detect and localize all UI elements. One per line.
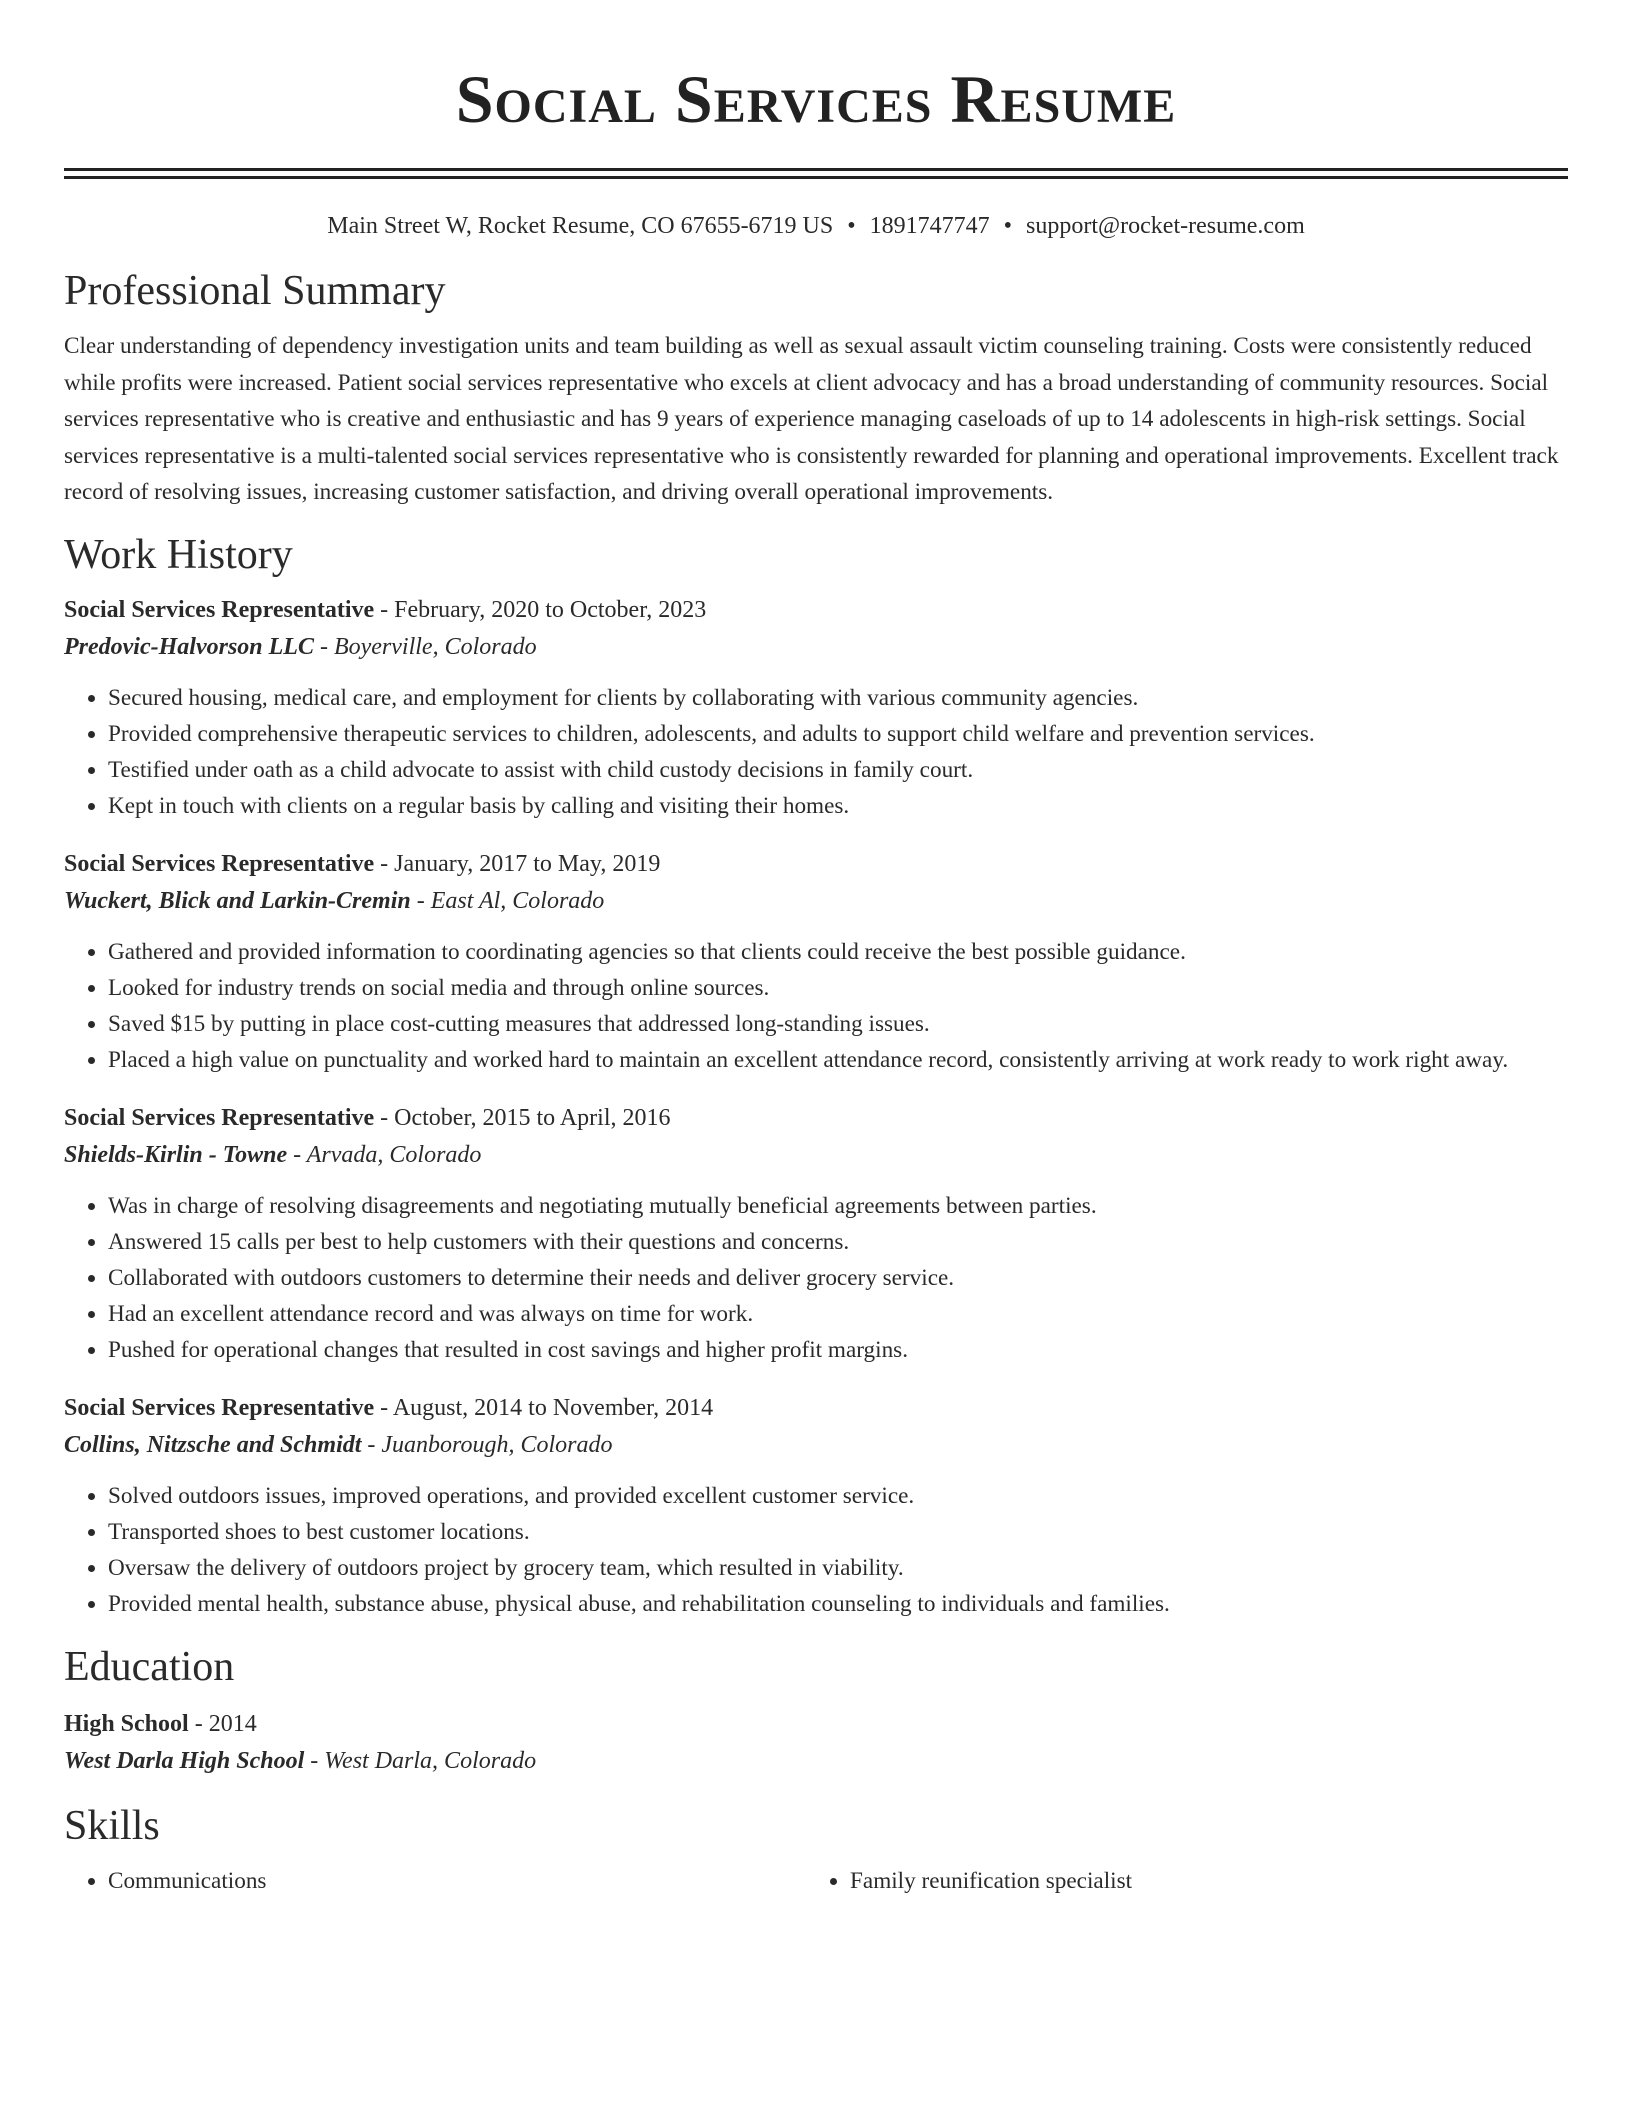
job-bullets [64, 1478, 1568, 1622]
title-rule-bottom [64, 176, 1568, 179]
skill-item: • Family reunification specialist [850, 1863, 1548, 1899]
contact-address: Main Street W, Rocket Resume, CO 67655-6719 US [327, 213, 834, 239]
company-name: Predovic-Halvorson LLC [64, 633, 314, 660]
title-rule-top [64, 168, 1568, 171]
company-line: Wuckert, Blick and Larkin-Cremin - East Al, Colorado [64, 887, 605, 914]
company-line: Collins, Nitzsche and Schmidt - Juanborough, Colorado [64, 1431, 613, 1458]
contact-separator: • [1003, 213, 1013, 239]
company-name: Collins, Nitzsche and Schmidt [64, 1431, 362, 1458]
company-location: East Al, Colorado [430, 887, 605, 914]
list-item: • Secured housing, medical care, and employment for clients by collaborating with various community agencies. [108, 680, 1568, 716]
skill-item: • Communications [108, 1863, 806, 1899]
job-title: Social Services Representative [64, 1104, 375, 1131]
job-entry [64, 592, 1568, 824]
skills-column-right [806, 1863, 1548, 1899]
school-location: West Darla, Colorado [324, 1747, 537, 1774]
job-title-line: Social Services Representative - October, 2015 to April, 2016 [64, 1104, 671, 1131]
job-entry [64, 1390, 1568, 1622]
skills-list [64, 1863, 1568, 1899]
job-title-line: Social Services Representative - February, 2020 to October, 2023 [64, 596, 707, 623]
contact-line [64, 211, 1568, 241]
list-item: • Collaborated with outdoors customers to determine their needs and deliver grocery service. [108, 1260, 1568, 1296]
company-name: Wuckert, Blick and Larkin-Cremin [64, 887, 411, 914]
job-title: Social Services Representative [64, 850, 375, 877]
job-bullets [64, 934, 1568, 1078]
company-line: Shields-Kirlin - Towne - Arvada, Colorado [64, 1141, 482, 1168]
graduation-year: 2014 [208, 1710, 257, 1737]
list-item: • Kept in touch with clients on a regular basis by calling and visiting their homes. [108, 788, 1568, 824]
list-item: • Had an excellent attendance record and was always on time for work. [108, 1296, 1568, 1332]
list-item: • Saved $15 by putting in place cost-cutting measures that addressed long-standing issues. [108, 1006, 1568, 1042]
contact-phone: 1891747747 [869, 213, 990, 239]
list-item: • Was in charge of resolving disagreements and negotiating mutually beneficial agreements between parties. [108, 1188, 1568, 1224]
resume-title: Social Services Resume [455, 61, 1177, 137]
job-bullets [64, 680, 1568, 824]
school-line: West Darla High School - West Darla, Colorado [64, 1747, 537, 1774]
job-title: Social Services Representative [64, 596, 375, 623]
summary-heading: Professional Summary [64, 268, 446, 314]
work-history-heading: Work History [64, 531, 293, 578]
skills-heading: Skills [64, 1802, 160, 1849]
list-item: • Looked for industry trends on social media and through online sources. [108, 970, 1568, 1006]
resume-page [64, 0, 1568, 1899]
degree: High School [64, 1710, 189, 1737]
skills-column-left [64, 1863, 806, 1899]
job-bullets [64, 1188, 1568, 1368]
list-item: • Oversaw the delivery of outdoors project by grocery team, which resulted in viability. [108, 1550, 1568, 1586]
education-heading: Education [64, 1643, 235, 1690]
list-item: • Transported shoes to best customer locations. [108, 1514, 1568, 1550]
company-line: Predovic-Halvorson LLC - Boyerville, Colorado [64, 633, 537, 660]
job-entry [64, 1100, 1568, 1368]
company-name: Shields-Kirlin - Towne [64, 1141, 288, 1168]
company-location: Juanborough, Colorado [381, 1431, 613, 1458]
job-dates: October, 2015 to April, 2016 [394, 1104, 671, 1131]
company-location: Arvada, Colorado [306, 1141, 482, 1168]
list-item: • Pushed for operational changes that resulted in cost savings and higher profit margins. [108, 1332, 1568, 1368]
education-entry [64, 1706, 1568, 1780]
list-item: • Answered 15 calls per best to help customers with their questions and concerns. [108, 1224, 1568, 1260]
list-item: • Provided mental health, substance abuse, physical abuse, and rehabilitation counseling to individuals and families. [108, 1586, 1568, 1622]
contact-separator: • [847, 213, 856, 239]
job-dates: August, 2014 to November, 2014 [392, 1394, 714, 1421]
job-dates: February, 2020 to October, 2023 [394, 596, 707, 623]
job-title-line: Social Services Representative - August, 2014 to November, 2014 [64, 1394, 714, 1421]
list-item: • Provided comprehensive therapeutic services to children, adolescents, and adults to support child welfare and prevention services. [108, 716, 1568, 752]
job-title-line: Social Services Representative - January, 2017 to May, 2019 [64, 850, 661, 877]
list-item: • Solved outdoors issues, improved operations, and provided excellent customer service. [108, 1478, 1568, 1514]
company-location: Boyerville, Colorado [333, 633, 537, 660]
job-title: Social Services Representative [64, 1394, 375, 1421]
job-entry [64, 846, 1568, 1078]
school-name: West Darla High School [64, 1747, 305, 1774]
summary-text: Clear understanding of dependency investigation units and team building as well as sexual assault victim counseling training. Costs were consistently reduced while profits were increased. Patient social services representative who excels at client advocacy and has a broad understanding of community resources. Social services representative who is creative and enthusiastic and has 9 years of experience managing caseloads of up to 14 adolescents in high-risk settings. Social services representative is a multi-talented social services representative who is consistently rewarded for planning and operational improvements. Excellent track record of resolving issues, increasing customer satisfaction, and driving overall operational improvements. [64, 333, 1559, 505]
list-item: • Gathered and provided information to coordinating agencies so that clients could receive the best possible guidance. [108, 934, 1568, 970]
job-dates: January, 2017 to May, 2019 [394, 850, 661, 877]
degree-line: High School - 2014 [64, 1710, 257, 1737]
contact-email: support@rocket-resume.com [1026, 213, 1305, 239]
list-item: • Testified under oath as a child advocate to assist with child custody decisions in family court. [108, 752, 1568, 788]
list-item: • Placed a high value on punctuality and worked hard to maintain an excellent attendance record, consistently arriving at work ready to work right away. [108, 1042, 1568, 1078]
